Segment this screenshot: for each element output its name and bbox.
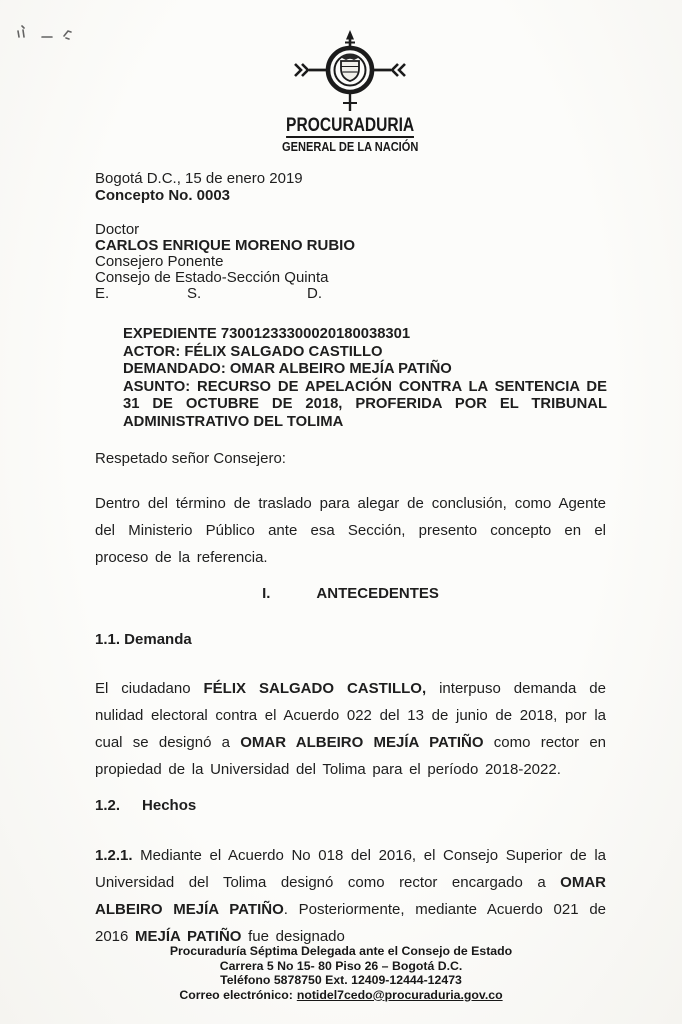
heading-1-2 [95, 797, 606, 814]
recipient-name: CARLOS ENRIQUE MORENO RUBIO [95, 237, 356, 254]
letterhead [270, 30, 430, 156]
section-1-title: ANTECEDENTES [316, 585, 439, 602]
paragraph-1-1: El ciudadano FÉLIX SALGADO CASTILLO, interpuso demanda de nulidad electoral contra el Acuerdo 022 del 13 de junio de 2018, por la cual se designó a OMAR ALBEIRO MEJÍA PATIÑO como rector en propiedad de la Universidad del Tolima para el período 2018-2022. [95, 680, 606, 778]
case-reference-block [123, 326, 607, 432]
heading-1-2-number: 1.2. [95, 797, 121, 814]
footer-office: Procuraduría Séptima Delegada ante el Consejo de Estado [169, 944, 513, 958]
paragraph-1-2-1: 1.2.1. Mediante el Acuerdo No 018 del 2016, el Consejo Superior de la Universidad del Tolima designó como rector encargado a OMAR ALBEIRO MEJÍA PATIÑO. Posteriormente, mediante Acuerdo 021 de 2016 MEJÍA PATIÑO fue designado [95, 847, 607, 945]
date-line: Bogotá D.C., 15 de enero 2019 [95, 170, 303, 187]
footer-phone: Teléfono 5878750 Ext. 12409-12444-12473 [220, 973, 462, 988]
heading-1-1: 1.1. Demanda [95, 631, 192, 648]
org-subname: GENERAL DE LA NACIÓN [282, 139, 419, 154]
esd-e: E. [95, 285, 110, 302]
recipient-court: Consejo de Estado-Sección Quinta [95, 269, 329, 286]
esd-row [95, 286, 515, 302]
case-subject-line: ASUNTO: RECURSO DE APELACIÓN CONTRA LA SENTENCIA DE 31 DE OCTUBRE DE 2018, PROFERIDA POR EL TRIBUNAL ADMINISTRATIVO DEL TOLIMA [123, 378, 607, 430]
intro-paragraph: Dentro del término de traslado para alegar de conclusión, como Agente del Ministerio Público ante esa Sección, presento concepto en el proceso de la referencia. [95, 495, 606, 566]
recipient-title: Doctor [95, 221, 140, 238]
heading-1-2-title: Hechos [142, 797, 197, 814]
footer-block [0, 944, 682, 1002]
pen-scribble-icon [12, 22, 82, 46]
footer-email-line [0, 988, 682, 1003]
footer-address: Carrera 5 No 15- 80 Piso 26 – Bogotá D.C. [219, 958, 463, 973]
procuraduria-seal-icon [285, 30, 415, 114]
case-docket-line: EXPEDIENTE 73001233300020180038301 [123, 326, 411, 342]
concept-number: Concepto No. 0003 [95, 187, 231, 204]
esd-s: S. [187, 285, 202, 302]
recipient-block [95, 222, 515, 302]
pen-scribble-marks [12, 22, 82, 51]
section-1-heading [95, 585, 606, 602]
case-defendant-line: DEMANDADO: OMAR ALBEIRO MEJÍA PATIÑO [123, 361, 452, 378]
esd-d: D. [307, 285, 322, 302]
salutation: Respetado señor Consejero: [95, 450, 286, 467]
date-block [95, 170, 495, 204]
case-actor-line: ACTOR: FÉLIX SALGADO CASTILLO [123, 343, 383, 360]
footer-email-address: notidel7cedo@procuraduria.gov.co [296, 987, 503, 1002]
section-1-number: I. [262, 585, 271, 602]
recipient-role: Consejero Ponente [95, 253, 224, 270]
footer-email-label: Correo electrónico: [179, 987, 293, 1002]
org-name: PROCURADURIA [285, 115, 415, 136]
